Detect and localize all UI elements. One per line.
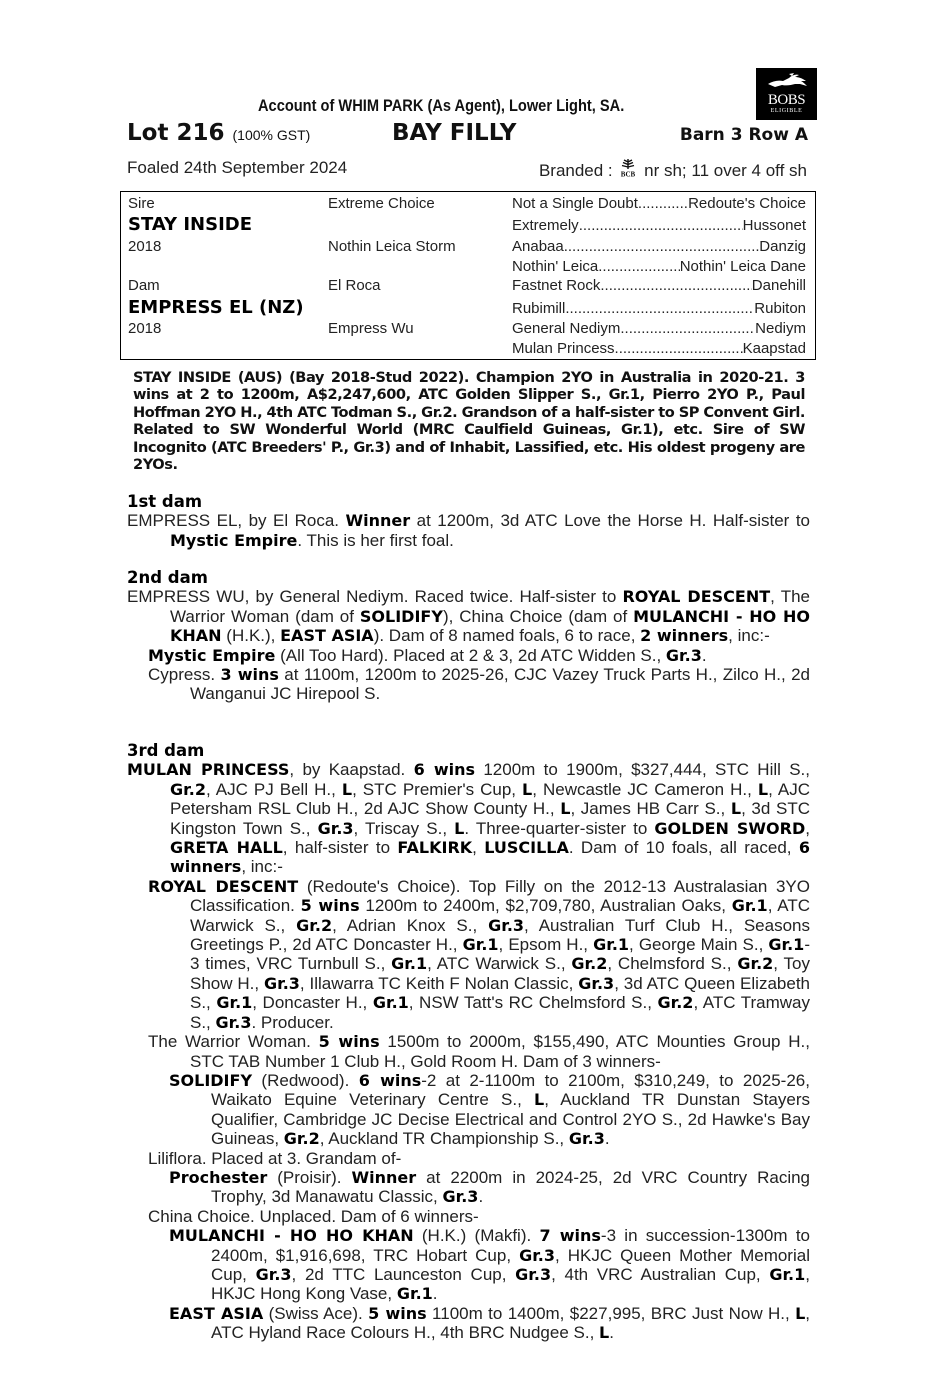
lot-line bbox=[127, 120, 810, 150]
ggp-row: General Nediym ..... Nediym bbox=[512, 320, 806, 337]
section-body bbox=[127, 511, 810, 550]
bobs-horse-icon bbox=[765, 72, 809, 90]
ggp-row: Mulan Princess ..... Kaapstad bbox=[512, 340, 806, 357]
third-dam-section bbox=[127, 741, 810, 1343]
section-heading: 3rd dam bbox=[127, 741, 205, 760]
bobs-eligible-logo bbox=[756, 68, 817, 120]
sire-sire: Extreme Choice bbox=[328, 195, 435, 212]
section-heading: 1st dam bbox=[127, 492, 203, 511]
branded-prefix: Branded : bbox=[538, 161, 613, 180]
dam-label: Dam bbox=[128, 277, 160, 294]
dam-name: EMPRESS EL (NZ) bbox=[128, 297, 304, 318]
progeny-entry: Cypress. 3 wins at 1100m, 1200m to 2025-26, CJC Vazey Truck Parts H., Zilco H., 2d Wanganui JC Hirepool S. bbox=[148, 665, 810, 704]
barn-location: Barn 3 Row A bbox=[679, 125, 808, 145]
progeny-entry: SOLIDIFY (Redwood). 6 wins-2 at 2-1100m to 2100m, $310,249, to 2025-26, Waikato Equine Veterinary Centre S., L, Auckland TR Dunstan Stayers Qualifier, Cambridge JC Decise Electrical and Control 2YO S., 2d Hawke's Bay Guineas, Gr.2, Auckland TR Championship S., Gr.3. bbox=[169, 1070, 810, 1149]
logo-text-bobs: BOBS bbox=[767, 92, 806, 108]
dam-sire: El Roca bbox=[328, 277, 381, 294]
ggp-row: Anabaa ..... Danzig bbox=[512, 238, 806, 255]
bcb-brand-icon bbox=[617, 158, 639, 176]
section-body bbox=[127, 760, 810, 1342]
ggp-row: Extremely ..... Hussonet bbox=[512, 217, 806, 234]
gst-note: (100% GST) bbox=[232, 127, 311, 143]
branded-info bbox=[539, 158, 807, 181]
progeny-entry: China Choice. Unplaced. Dam of 6 winners- bbox=[148, 1206, 479, 1226]
first-dam-section bbox=[127, 492, 810, 550]
progeny-entry: Liliflora. Placed at 3. Grandam of- bbox=[148, 1148, 402, 1168]
ggp-row: Fastnet Rock ..... Danehill bbox=[512, 277, 806, 294]
sire-year: 2018 bbox=[128, 238, 162, 255]
progeny-entry: ROYAL DESCENT (Redoute's Choice). Top Filly on the 2012-13 Australasian 3YO Classification. 5 wins 1200m to 2400m, $2,709,780, Australian Oaks, Gr.1, ATC Warwick S., Gr.2, Adrian Knox S., Gr.3, Australian Turf Club H., Seasons Greetings P., 2d ATC Doncaster H., Gr.1, Epsom H., Gr.1, George Main S., Gr.1-3 times, VRC Turnbull S., Gr.1, ATC Warwick S., Gr.2, Chelmsford S., Gr.2, Toy Show H., Gr.3, Illawarra TC Keith F Nolan Classic, Gr.3, 3d ATC Queen Elizabeth S., Gr.1, Doncaster H., Gr.1, NSW Tatt's RC Chelmsford S., Gr.2, ATC Tramway S., Gr.3. Producer. bbox=[148, 876, 810, 1032]
progeny-entry: EMPRESS EL, by El Roca. Winner at 1200m, 3d ATC Love the Horse H. Half-sister to Mystic Empire. This is her first foal. bbox=[127, 511, 810, 550]
progeny-entry: EAST ASIA (Swiss Ace). 5 wins 1100m to 1400m, $227,995, BRC Just Now H., L, ATC Hyland Race Colours H., 4th BRC Nudgee S., L. bbox=[169, 1303, 811, 1343]
svg-text:BCB: BCB bbox=[621, 170, 636, 178]
second-dam-section bbox=[127, 568, 810, 704]
ggp-row: Not a Single Doubt ..... Redoute's Choice bbox=[512, 195, 806, 212]
progeny-entry: EMPRESS WU, by General Nediym. Raced twice. Half-sister to ROYAL DESCENT, The Warrior Woman (dam of SOLIDIFY), China Choice (dam of MULANCHI - HO HO KHAN (H.K.), EAST ASIA). Dam of 8 named foals, 6 to race, 2 winners, inc:- bbox=[127, 587, 811, 646]
vendor-account: Account of WHIM PARK (As Agent), Lower Light, SA. bbox=[258, 96, 625, 115]
progeny-entry: The Warrior Woman. 5 wins 1500m to 2000m, $155,490, ATC Mounties Group H., STC TAB Number 1 Club H., Gold Room H. Dam of 3 winners- bbox=[148, 1032, 810, 1071]
sire-dam: Nothin Leica Storm bbox=[328, 238, 456, 255]
sire-name: STAY INSIDE bbox=[128, 214, 253, 235]
sire-label: Sire bbox=[128, 195, 155, 212]
sex-colour: BAY FILLY bbox=[392, 120, 517, 146]
lot-number bbox=[127, 120, 310, 146]
lot-label: Lot 216 bbox=[127, 120, 225, 146]
pedigree-table bbox=[120, 191, 816, 360]
progeny-entry: MULANCHI - HO HO KHAN (H.K.) (Makfi). 7 wins-3 in succession-1300m to 2400m, $1,916,698, TRC Hobart Cup, Gr.3, HKJC Queen Mother Memorial Cup, Gr.3, 2d TTC Launceston Cup, Gr.3, 4th VRC Australian Cup, Gr.1, HKJC Hong Kong Vase, Gr.1. bbox=[169, 1226, 810, 1304]
branded-suffix: nr sh; 11 over 4 off sh bbox=[644, 161, 807, 180]
section-body bbox=[127, 587, 810, 703]
ggp-row: Rubimill ..... Rubiton bbox=[512, 300, 806, 317]
foaled-date: Foaled 24th September 2024 bbox=[127, 158, 348, 177]
ggp-row: Nothin' Leica ..... Nothin' Leica Dane bbox=[512, 258, 806, 275]
progeny-entry: MULAN PRINCESS, by Kaapstad. 6 wins 1200m to 1900m, $327,444, STC Hill S., Gr.2, AJC PJ Bell H., L, STC Premier's Cup, L, Newcastle JC Cameron H., L, AJC Petersham RSL Club H., 2d AJC Show County H., L, James HB Carr S., L, 3d STC Kingston Town S., Gr.3, Triscay S., L. Three-quarter-sister to GOLDEN SWORD, GRETA HALL, half-sister to FALKIRK, LUSCILLA. Dam of 10 foals, all raced, 6 winners, inc:- bbox=[127, 760, 811, 877]
section-heading: 2nd dam bbox=[127, 568, 208, 587]
sire-summary: STAY INSIDE (AUS) (Bay 2018-Stud 2022). Champion 2YO in Australia in 2020-21. 3 wins at 2 to 1200m, A$2,247,600, ATC Golden Slipper S., Gr.1, Pierro 2YO P., Paul Hoffman 2YO H., 4th ATC Todman S., Gr.2. Grandson of a half-sister to SP Convent Girl. Related to SW Wonderful World (MRC Caulfield Guineas, Gr.1), etc. Sire of SW Incognito (ATC Breeders' P., Gr.3) and of Inhabit, Lassified, etc. His oldest progeny are 2YOs. bbox=[133, 369, 805, 474]
dam-dam: Empress Wu bbox=[328, 320, 414, 337]
progeny-entry: Prochester (Proisir). Winner at 2200m in 2024-25, 2d VRC Country Racing Trophy, 3d Manawatu Classic, Gr.3. bbox=[169, 1167, 810, 1207]
dam-year: 2018 bbox=[128, 320, 162, 337]
logo-text-eligible: ELIGIBLE bbox=[770, 108, 803, 114]
progeny-entry: Mystic Empire (All Too Hard). Placed at 2 & 3, 2d ATC Widden S., Gr.3. bbox=[148, 645, 707, 665]
